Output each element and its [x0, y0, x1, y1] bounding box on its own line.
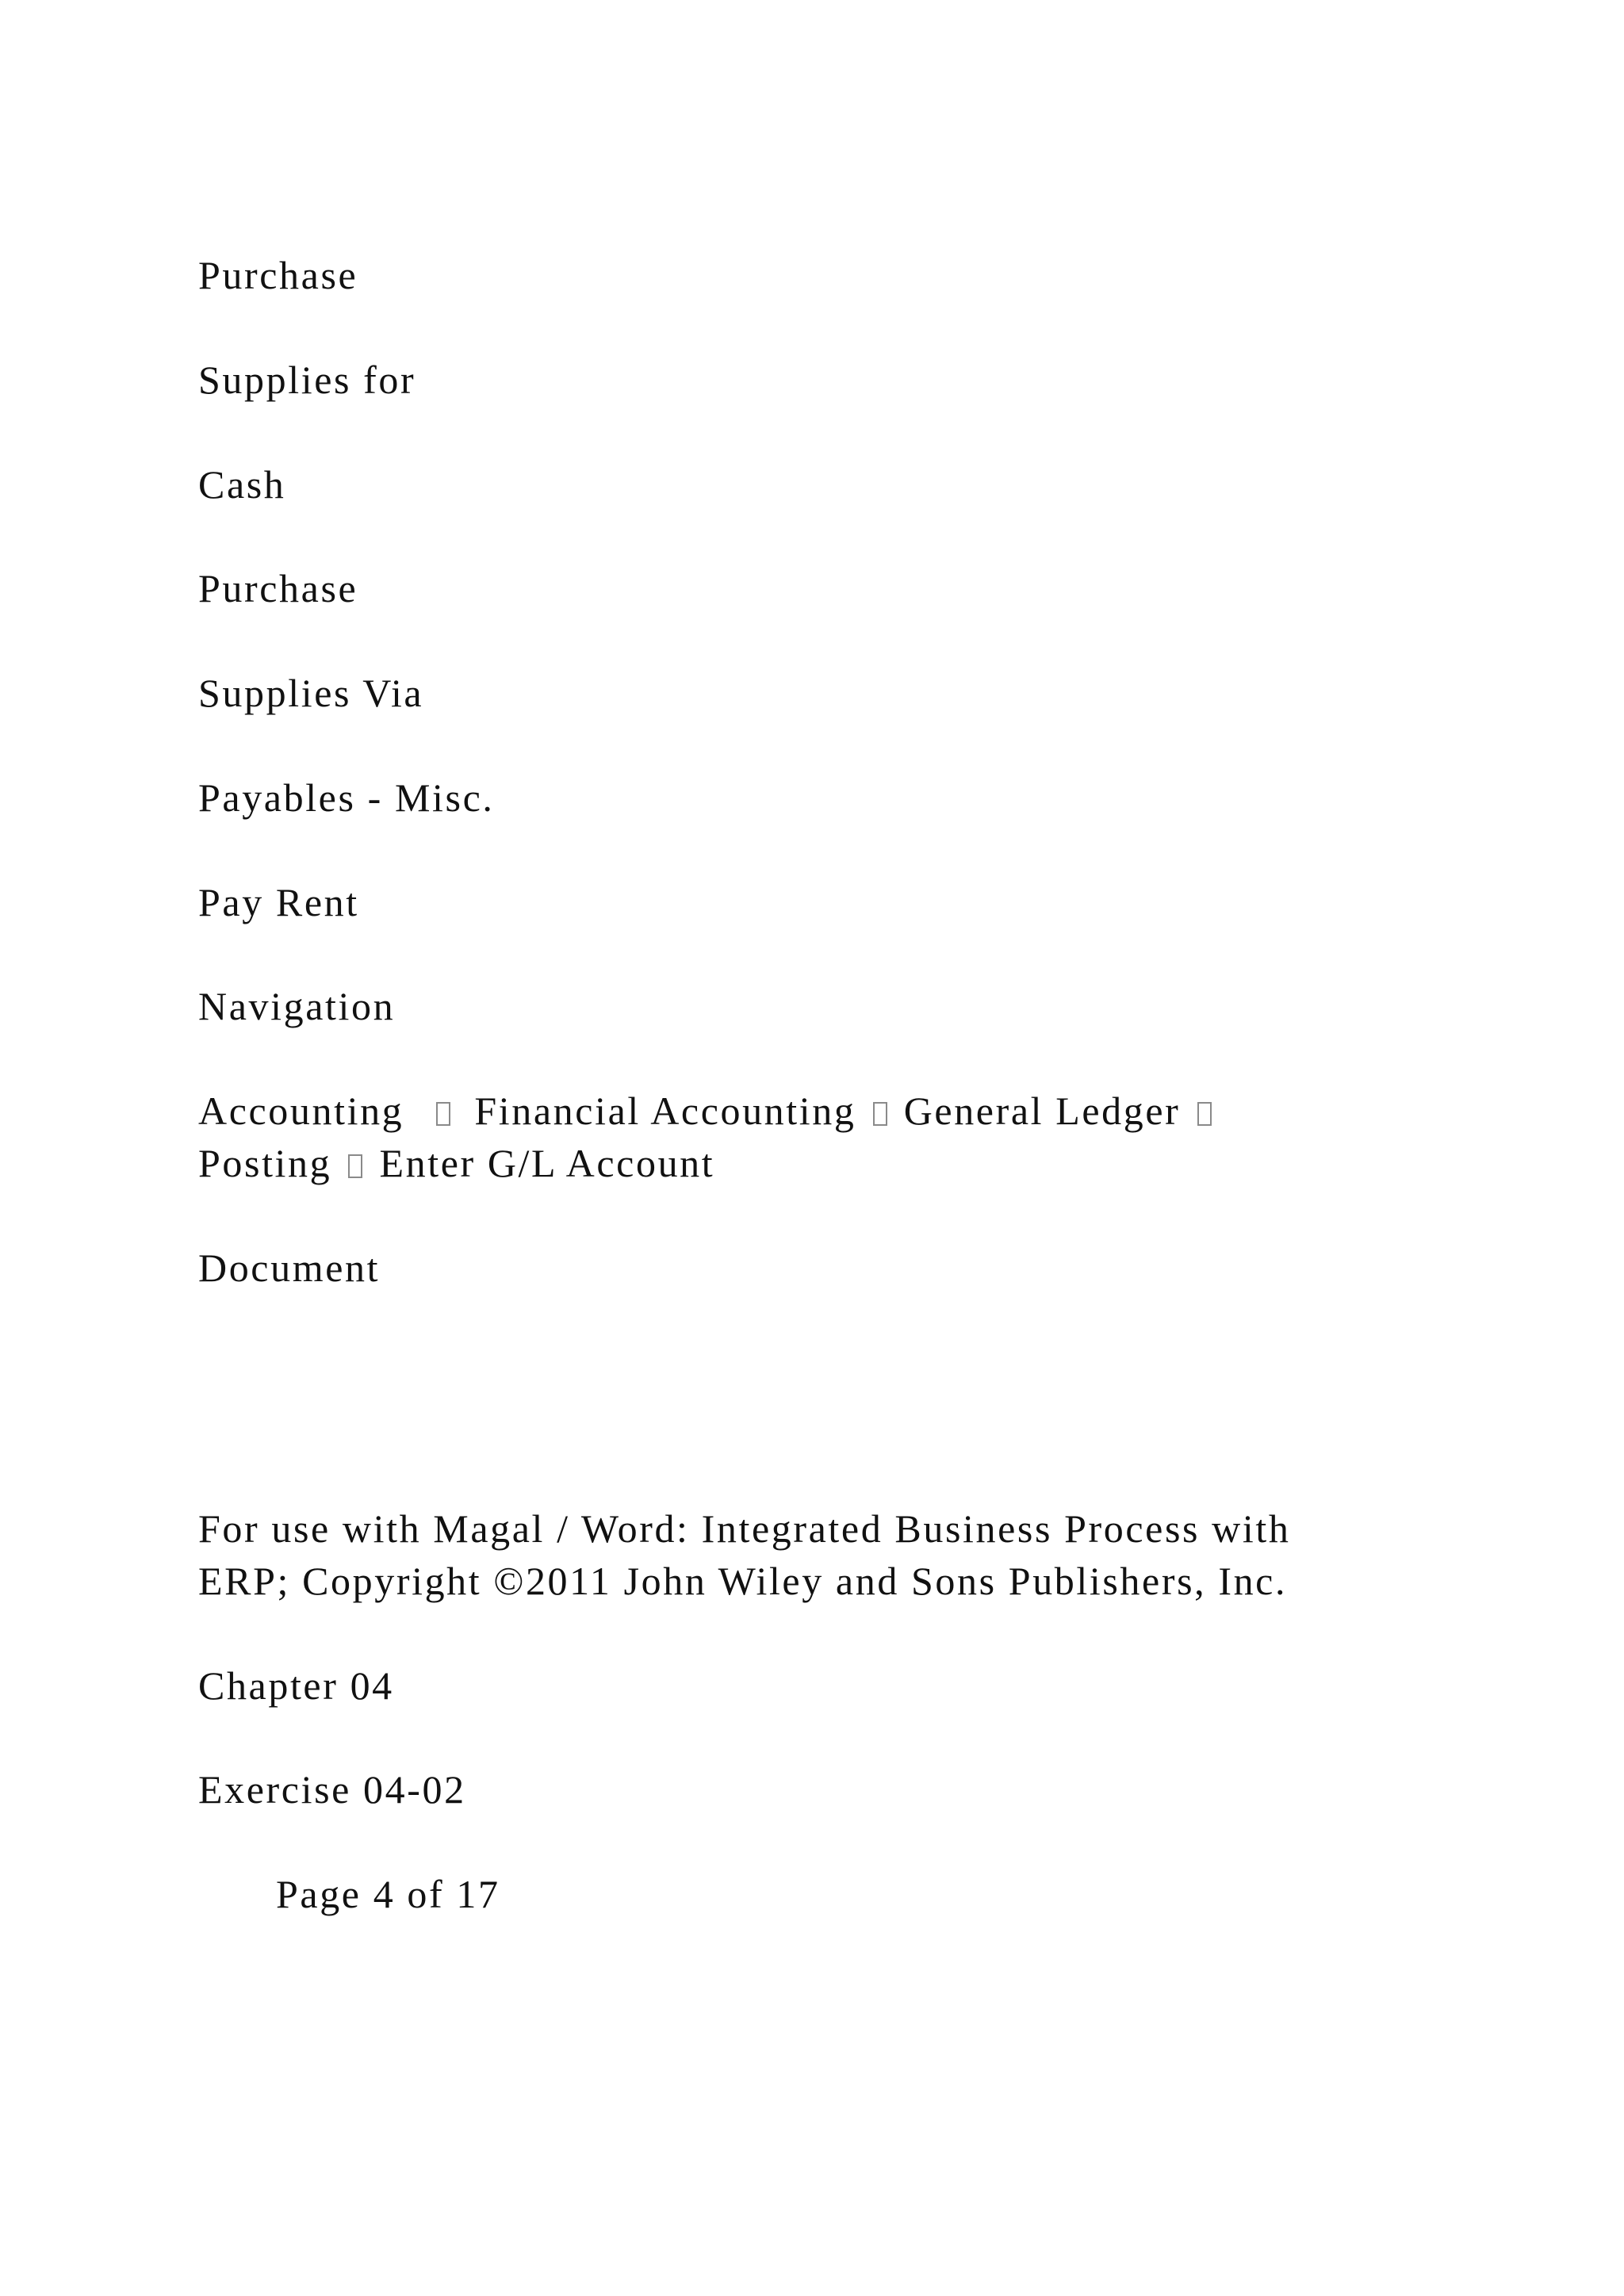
- footer-copyright-line-2: ERP; Copyright ©2011 John Wiley and Sons Publishers, Inc.: [198, 1559, 1288, 1603]
- navigation-path-line-1: [198, 1085, 1435, 1137]
- text-line: Purchase: [198, 253, 358, 297]
- text-line: Cash: [198, 462, 286, 507]
- text-line: Pay Rent: [198, 880, 359, 924]
- nav-step-posting: Posting: [198, 1141, 332, 1185]
- arrow-placeholder-icon: [436, 1102, 450, 1126]
- footer-exercise: Exercise 04-02: [198, 1767, 466, 1812]
- nav-step-accounting: Accounting: [198, 1089, 404, 1133]
- navigation-path-line-2: [198, 1137, 1435, 1189]
- footer-chapter: Chapter 04: [198, 1663, 394, 1708]
- nav-step-financial-accounting: Financial Accounting: [474, 1089, 856, 1133]
- navigation-heading: Navigation: [198, 984, 396, 1028]
- text-line: Document: [198, 1246, 381, 1290]
- arrow-placeholder-icon: [873, 1102, 887, 1126]
- arrow-placeholder-icon: [348, 1154, 362, 1178]
- arrow-placeholder-icon: [1197, 1102, 1212, 1126]
- nav-step-enter-gl-account: Enter G/L Account: [379, 1141, 715, 1185]
- footer-page-number: Page 4 of 17: [276, 1872, 500, 1916]
- footer-copyright-line-1: For use with Magal / Word: Integrated Business Process with: [198, 1506, 1291, 1551]
- text-line: Payables - Misc.: [198, 775, 495, 820]
- text-line: Supplies for: [198, 358, 416, 402]
- nav-step-general-ledger: General Ledger: [903, 1089, 1181, 1133]
- text-line: Supplies Via: [198, 671, 424, 715]
- text-line: Purchase: [198, 566, 358, 610]
